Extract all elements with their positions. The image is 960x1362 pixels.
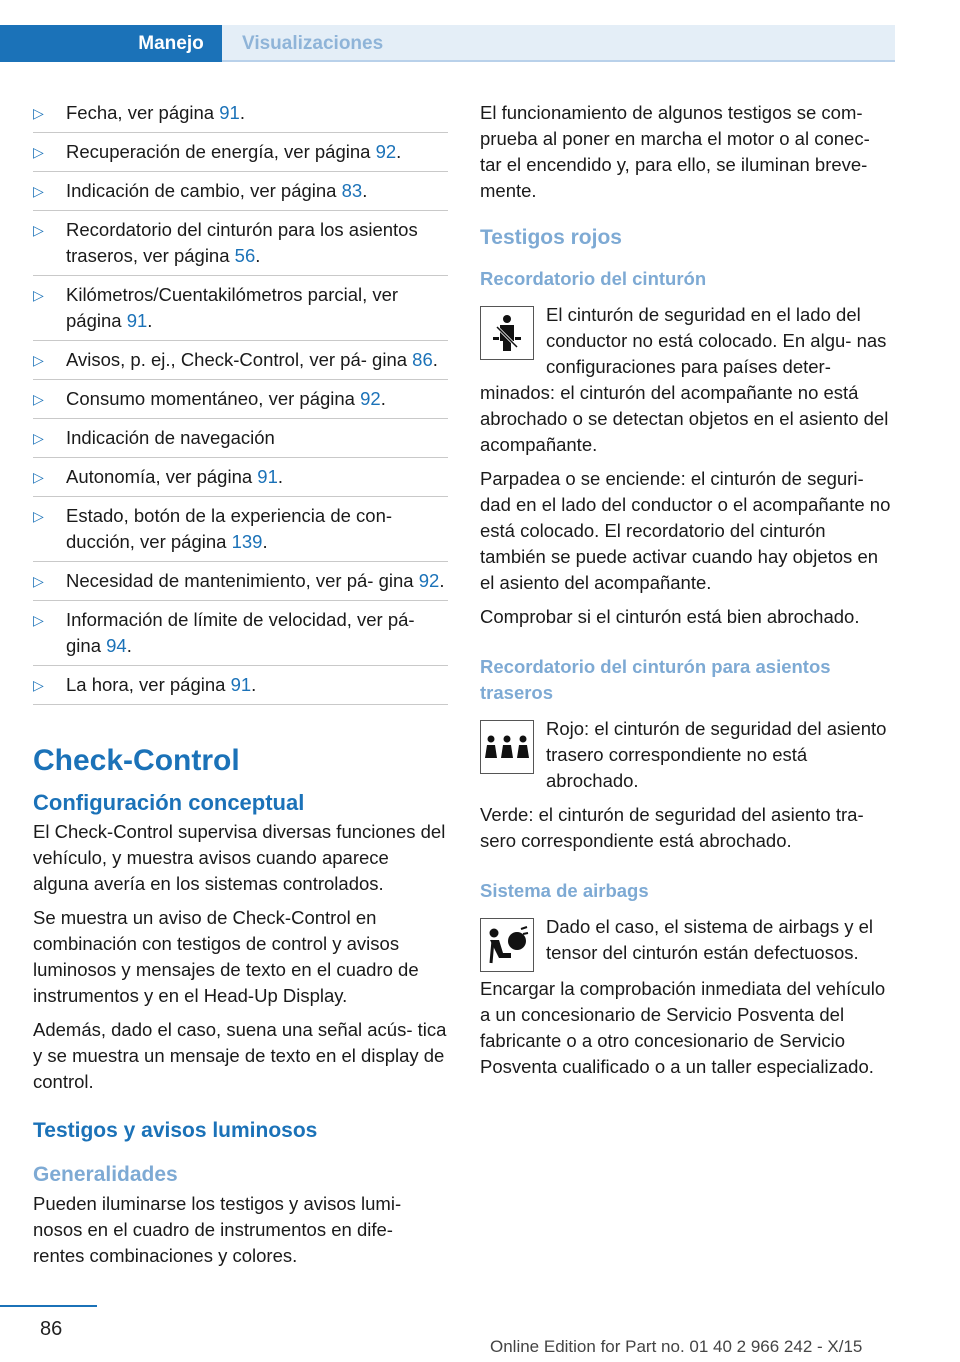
red-lights-heading: Testigos rojos: [480, 226, 622, 249]
bullet-triangle-icon: ▷: [33, 287, 44, 303]
list-item-text: Autonomía, ver página: [66, 466, 258, 487]
list-item-suffix: .: [251, 674, 257, 695]
tab-visualizaciones[interactable]: Visualizaciones: [222, 25, 895, 62]
list-item-suffix: .: [396, 141, 402, 162]
page-link[interactable]: 92: [375, 141, 397, 162]
page-link[interactable]: 86: [412, 349, 433, 370]
page-link[interactable]: 91: [219, 102, 240, 123]
list-item-suffix: .: [262, 531, 268, 552]
list-item-suffix: .: [362, 180, 368, 201]
list-item-suffix: .: [239, 102, 245, 123]
page-link[interactable]: 92: [360, 388, 381, 409]
list-item-text: Información de límite de velocidad, ver pá‐ gina: [66, 609, 415, 656]
page-link[interactable]: 91: [126, 310, 148, 331]
intro-paragraph: El funcionamiento de algunos testigos se com‐ prueba al poner en marcha el motor o al conec‐ tar el encendido y, para ello, se iluminan breve‐ mente.: [480, 102, 870, 201]
list-item-suffix: .: [277, 466, 284, 487]
belt-paragraph-3: Comprobar si el cinturón está bien abrochado.: [480, 606, 860, 627]
page-link[interactable]: 92: [418, 570, 440, 591]
list-item: [33, 607, 448, 666]
belt-block: [480, 302, 895, 466]
airbag-paragraph-2: Encargar la comprobación inmediata del vehículo a un concesionario de Servicio Posventa del fabricante o a otro concesionario de Servicio Posventa cualificado o a un taller especializado.: [480, 978, 886, 1077]
bullet-triangle-icon: ▷: [33, 677, 44, 693]
general-paragraph: Pueden iluminarse los testigos y avisos lumi‐ nosos en el cuadro de instrumentos en dife‐ rentes combinaciones y colores.: [33, 1193, 402, 1266]
bullet-triangle-icon: ▷: [33, 222, 44, 238]
bullet-triangle-icon: ▷: [33, 508, 44, 524]
list-item-text: Necesidad de mantenimiento, ver pá‐ gina: [66, 570, 419, 591]
display-items-list: [33, 100, 448, 705]
list-item: [33, 386, 448, 419]
bullet-triangle-icon: ▷: [33, 573, 44, 589]
list-item: [33, 217, 448, 276]
list-item-text: Indicación de cambio, ver página: [66, 180, 342, 201]
section-title: Check-Control: [33, 744, 240, 777]
list-item: [33, 568, 448, 601]
lights-heading: Testigos y avisos luminosos: [33, 1119, 318, 1142]
belt-heading: Recordatorio del cinturón: [480, 268, 707, 289]
rear-belt-paragraph-2: Verde: el cinturón de seguridad del asiento tra‐ sero correspondiente está abrochado.: [480, 804, 864, 851]
list-item: [33, 464, 448, 497]
list-item-text: Recordatorio del cinturón para los asientos traseros, ver página: [66, 219, 418, 266]
rear-belt-block: [480, 716, 895, 802]
airbag-heading: Sistema de airbags: [480, 880, 649, 901]
belt-paragraph-2: Parpadea o se enciende: el cinturón de seguri‐ dad en el lado del conductor o el acompañante no está colocado. El recordatorio del cinturón también se puede activar cuando hay objetos en el asiento del acompañante.: [480, 468, 891, 593]
list-item-text: Fecha, ver página: [66, 102, 220, 123]
left-column: [33, 100, 448, 1277]
page-link[interactable]: 91: [257, 466, 278, 487]
list-item-text: Indicación de navegación: [66, 427, 275, 448]
airbag-icon: [480, 918, 534, 972]
header-accent-block: [0, 25, 120, 62]
list-item-suffix: .: [380, 388, 386, 409]
bullet-triangle-icon: ▷: [33, 612, 44, 628]
airbag-paragraph-1: Dado el caso, el sistema de airbags y el tensor del cinturón están defectuosos.: [546, 916, 874, 963]
concept-heading: Configuración conceptual: [33, 790, 305, 815]
belt-paragraph-1: El cinturón de seguridad en el lado del conductor no está colocado. En algu‐ nas configuraciones para países deter‐ minados: el cinturón del acompañante no está abrochado o se detectan objetos en el asiento del acompañante.: [480, 304, 889, 455]
list-item-text: Recuperación de energía, ver página: [66, 141, 376, 162]
bullet-triangle-icon: ▷: [33, 144, 44, 160]
list-item-suffix: .: [255, 245, 261, 266]
list-item-suffix: .: [432, 349, 438, 370]
rear-belt-paragraph-1: Rojo: el cinturón de seguridad del asiento trasero correspondiente no está abrochado.: [546, 718, 887, 791]
list-item: [33, 425, 448, 458]
list-item: [33, 347, 448, 380]
footer-rule: [0, 1305, 97, 1307]
list-item: [33, 672, 448, 705]
concept-paragraph-1: El Check-Control supervisa diversas funciones del vehículo, y muestra avisos cuando aparece alguna avería en los sistemas controlados.: [33, 821, 446, 894]
page-link[interactable]: 83: [341, 180, 363, 201]
bullet-triangle-icon: ▷: [33, 430, 44, 446]
list-item-text: Kilómetros/Cuentakilómetros parcial, ver página: [66, 284, 399, 331]
bullet-triangle-icon: ▷: [33, 105, 44, 121]
list-item: [33, 503, 448, 562]
page-link[interactable]: 139: [231, 531, 263, 552]
page-link[interactable]: 56: [234, 245, 256, 266]
list-item-text: Avisos, p. ej., Check-Control, ver pá‐ gina: [66, 349, 413, 370]
list-item-text: Estado, botón de la experiencia de con‐ ducción, ver página: [66, 505, 393, 552]
list-item: [33, 282, 448, 341]
concept-paragraph-2: Se muestra un aviso de Check-Control en combinación con testigos de control y avisos luminosos y mensajes de texto en el cuadro de instrumentos y en el Head-Up Display.: [33, 907, 419, 1006]
bullet-triangle-icon: ▷: [33, 183, 44, 199]
page-link[interactable]: 91: [230, 674, 252, 695]
general-heading: Generalidades: [33, 1163, 178, 1186]
bullet-triangle-icon: ▷: [33, 352, 44, 368]
concept-paragraph-3: Además, dado el caso, suena una señal acús‐ tica y se muestra un mensaje de texto en el display de control.: [33, 1019, 447, 1092]
tab-manejo[interactable]: Manejo: [120, 25, 222, 62]
bullet-triangle-icon: ▷: [33, 391, 44, 407]
right-column: [480, 100, 895, 1088]
list-item-suffix: .: [147, 310, 153, 331]
page-link[interactable]: 94: [106, 635, 127, 656]
list-item: [33, 100, 448, 133]
list-item: [33, 178, 448, 211]
list-item: [33, 139, 448, 172]
list-item-suffix: .: [126, 635, 132, 656]
header-bar: [0, 25, 895, 62]
bullet-triangle-icon: ▷: [33, 469, 44, 485]
seatbelt-icon: [480, 306, 534, 360]
airbag-block: [480, 914, 895, 976]
list-item-suffix: .: [439, 570, 445, 591]
list-item-text: La hora, ver página: [66, 674, 231, 695]
list-item-text: Consumo momentáneo, ver página: [66, 388, 361, 409]
rear-seatbelt-icon: [480, 720, 534, 774]
header-rule: [222, 60, 895, 62]
edition-footer: Online Edition for Part no. 01 40 2 966 242 - X/15: [490, 1337, 863, 1356]
rear-belt-heading: Recordatorio del cinturón para asientos traseros: [480, 656, 831, 703]
page-number: 86: [40, 1318, 63, 1340]
